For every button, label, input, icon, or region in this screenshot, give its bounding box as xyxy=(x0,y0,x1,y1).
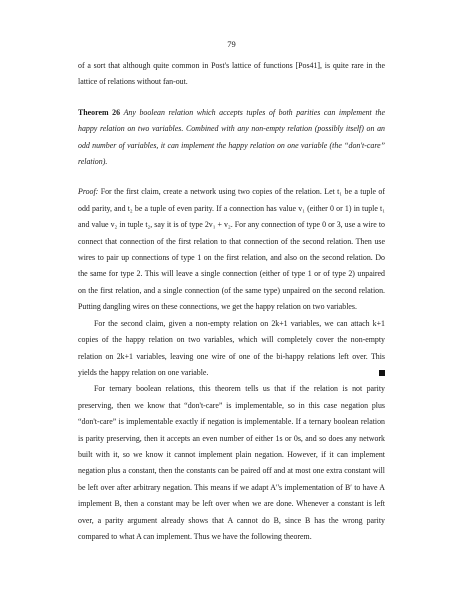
intro-paragraph: of a sort that although quite common in Post's lattice of functions [Pos41], is quite rare in the lattice of relations without fan-out. xyxy=(78,61,385,87)
proof-paragraph-1 xyxy=(78,184,385,315)
theorem-block xyxy=(78,105,385,171)
proof-text-2: For the second claim, given a non-empty relation on 2k+1 variables, we can attach k+1 copies of the happy relation on two variables, which will completely cover the non-empty relation on 2k+1 variables, leaving one wire of one of the bi-happy relations left over. This yields the happy relation on one variable. xyxy=(78,318,385,377)
qed-square-icon xyxy=(379,370,385,376)
theorem-label: Theorem 26 xyxy=(78,107,121,117)
proof-text-1: For the first claim, create a network using two copies of the relation. Let t₁ be a tuple of odd parity, and t₂ be a tuple of even parity. If a connection has value v₁ (either 0 or 1) in tuple t₁ and value v₂ in tuple t₂, say it is of type 2v₁ + v₂. For any connection of type 0 or 3, use a wire to connect that connection of the first relation to that connection of the second relation. Then use wires to pair up connections of type 1 on the first relation, and also on the second relation. Do the same for type 2. This will leave a single connection (either of type 1 or of type 2) unpaired on the first relation, and a single connection (of the same type) unpaired on the second relation. Putting dangling wires on these connections, we get the happy relation on two variables. xyxy=(78,187,385,312)
proof-paragraph-2 xyxy=(78,316,385,382)
page-number: 79 xyxy=(227,39,236,49)
proof-label: Proof: xyxy=(78,187,99,197)
proof-paragraph-3: For ternary boolean relations, this theorem tells us that if the relation is not parity preserving, then we know that “don't-care” is implementable, so in this case negation plus “don't-care” is implementable exactly if negation is implementable. If a ternary boolean relation is parity preserving, then it accepts an even number of either 1s or 0s, and so does any network built with it, so we know it cannot implement plain negation. However, if it can implement negation plus a constant, then the constants can be paired off and at most one extra constant will be left over after arbitrary negation. This means if we adapt A′'s implementation of B′ to have A implement B, then a constant may be left over when we are done. Whenever a constant is left over, a parity argument already shows that A cannot do B, since B has the wrong parity compared to what A can implement. Thus we have the following theorem. xyxy=(78,384,385,541)
page-body xyxy=(78,58,385,545)
theorem-statement: Any boolean relation which accepts tuples of both parities can implement the happy relation on two variables. Combined with any non-empty relation (possibly itself) on an odd number of variables, it can implement the happy relation on one variable (the “don't-care” relation). xyxy=(78,107,385,167)
